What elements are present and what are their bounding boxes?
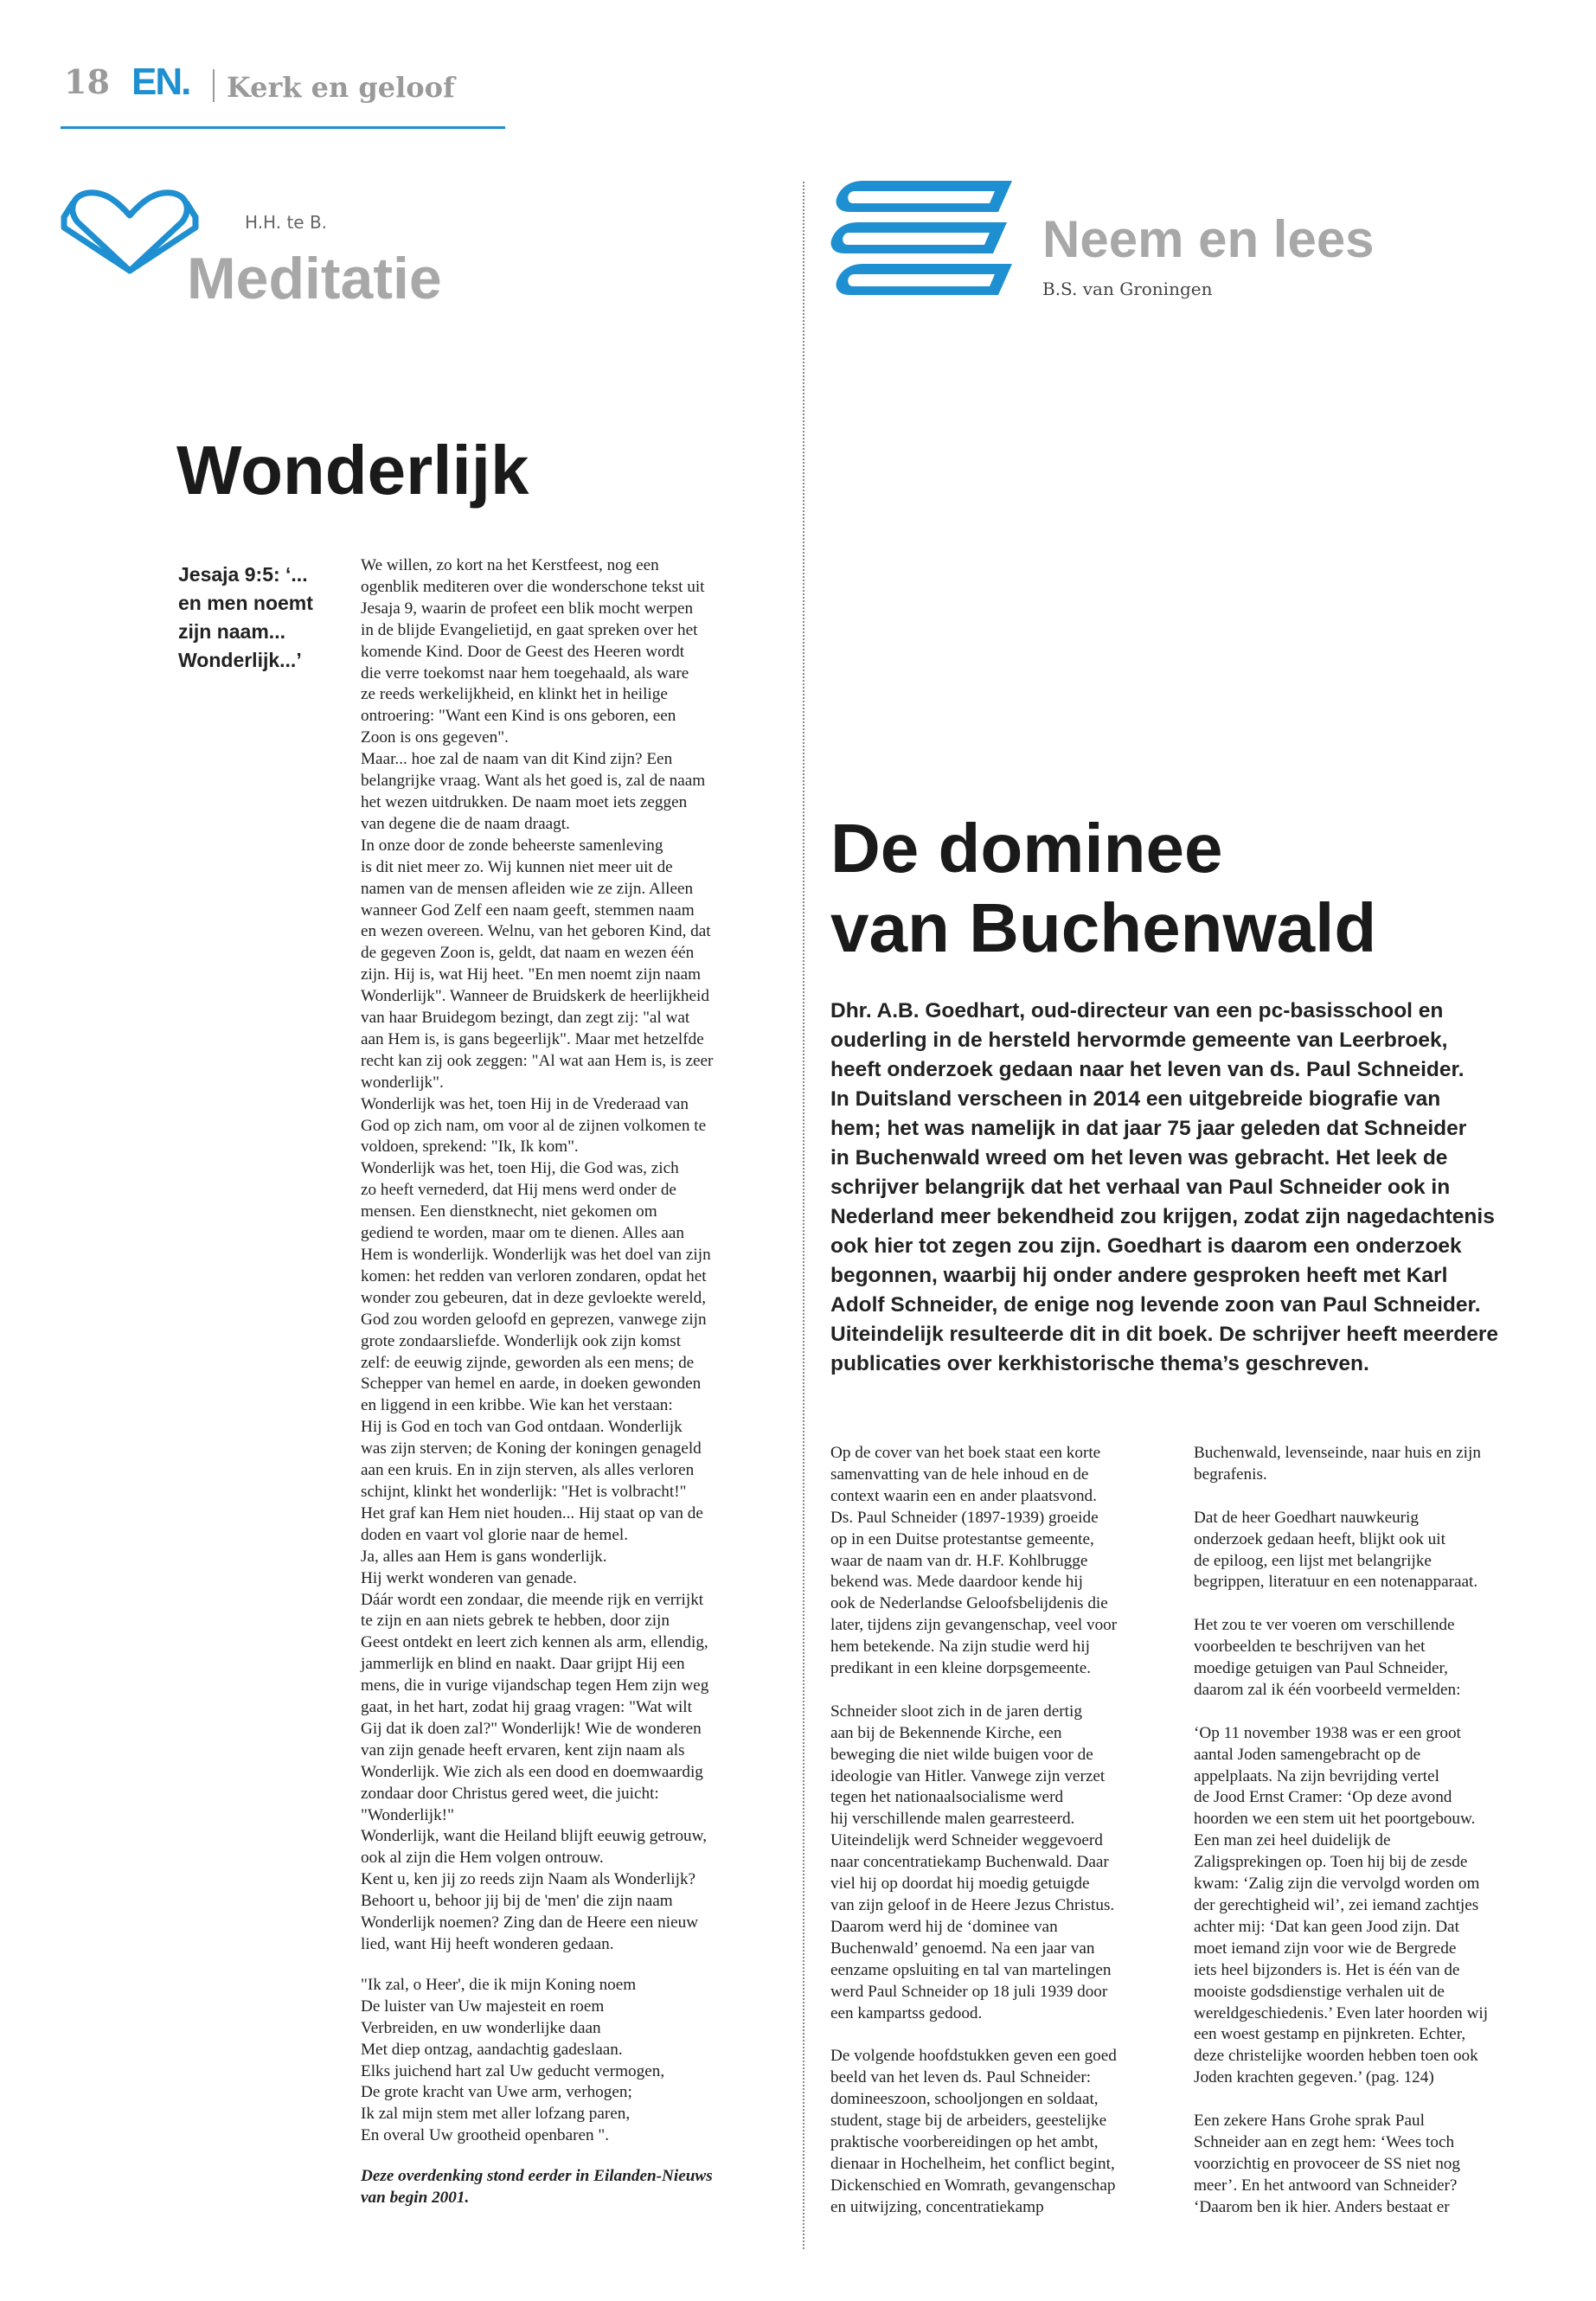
text-line: grote zondaarsliefde. Wonderlijk ook zijn komst [361, 1331, 682, 1350]
text-line: ‘Daarom ben ik hier. Anders bestaat er [1194, 2197, 1450, 2216]
text-line: Wonderlijk noemen? Zing dan de Heere een nieuw [361, 1913, 699, 1932]
text-line: Kent u, ken jij zo reeds zijn Naam als Wonderlijk? [361, 1870, 696, 1889]
text-line: van zijn geloof in de Heere Jezus Christus. [830, 1896, 1115, 1915]
review-intro [830, 997, 1548, 1379]
text-line: Joden krachten gegeven.’ (pag. 124) [1194, 2068, 1434, 2087]
text-line: Zoon is ons gegeven". [361, 728, 509, 747]
scripture-line: Jesaja 9:5: ‘... [178, 563, 308, 586]
text-line: komende Kind. Door de Geest des Heeren wordt [361, 642, 685, 661]
meditatie-heading: Meditatie [187, 246, 442, 311]
text-line: Daarom werd hij de ‘dominee van [830, 1917, 1058, 1936]
column-divider [803, 182, 804, 2249]
text-line: Gij dat ik doen zal?" Wonderlijk! Wie de wonderen [361, 1719, 702, 1738]
text-line: moedige getuigen van Paul Schneider, [1194, 1659, 1448, 1678]
intro-line: Nederland meer bekendheid zou krijgen, zodat zijn nagedachtenis [830, 1205, 1495, 1228]
text-line: begrafenis. [1194, 1465, 1267, 1484]
text-line: wonder zou gebeuren, dat in deze gevloekte wereld, [361, 1288, 707, 1307]
text-line: voldoen, sprekend: "Ik, Ik kom". [361, 1138, 579, 1157]
source-note [361, 2166, 779, 2209]
poem-line: Ik zal mijn stem met aller lofzang paren, [361, 2105, 631, 2124]
review-paragraph [1194, 1508, 1535, 1594]
text-line: hoorden we een stem uit het poortgebouw. [1194, 1810, 1476, 1829]
text-line: namen van de mensen afleiden wie ze zijn. Alleen [361, 879, 694, 898]
text-line: Schneider sloot zich in de jaren dertig [830, 1702, 1082, 1721]
text-line: tegen het nationaalsocialisme werd [830, 1788, 1064, 1807]
poem-line: De grote kracht van Uwe arm, verhogen; [361, 2083, 632, 2102]
text-line: lied, want Hij heeft wonderen gedaan. [361, 1935, 614, 1953]
review-column-left [830, 1443, 1170, 2240]
text-line: Hij is God en toch van God ontdaan. Wonderlijk [361, 1418, 683, 1437]
poem-lines [361, 1975, 779, 2147]
text-line: eenzame opsluiting en tal van martelingen [830, 1960, 1112, 1979]
text-line: viel hij op doordat hij moedig getuigde [830, 1875, 1090, 1894]
text-line: We willen, zo kort na het Kerstfeest, nog een [361, 556, 659, 574]
meditation-body [361, 555, 779, 2209]
review-paragraph [1194, 1443, 1535, 1486]
intro-line: schrijver belangrijk dat het verhaal van Paul Schneider ook in [830, 1176, 1451, 1199]
text-line: "Wonderlijk!" [361, 1805, 454, 1824]
text-line: kwam: ‘Zalig zijn die vervolgd worden om [1194, 1875, 1480, 1894]
scripture-line: en men noemt [178, 592, 313, 614]
meditatie-author: H.H. te B. [245, 212, 328, 233]
text-line: van degene die de naam draagt. [361, 814, 570, 833]
text-line: Het graf kan Hem niet houden... Hij staat op van de [361, 1503, 703, 1522]
text-line: zijn. Hij is, wat Hij heet. "En men noemt zijn naam [361, 965, 702, 984]
text-line: Het zou te ver voeren om verschillende [1194, 1616, 1455, 1635]
review-author: B.S. van Groningen [1042, 279, 1213, 299]
text-line: gaat, in het hart, zodat hij graag vragen: "Wat wilt [361, 1698, 692, 1717]
article-title: Wonderlijk [176, 432, 529, 509]
meditation-text-lines [361, 555, 779, 1956]
intro-line: Dhr. A.B. Goedhart, oud-directeur van een pc-basisschool en [830, 999, 1444, 1022]
intro-line: ouderling in de hersteld hervormde gemeente van Leerbroek, [830, 1029, 1448, 1052]
text-line: moet iemand zijn voor wie de Bergrede [1194, 1939, 1457, 1958]
intro-line: Uiteindelijk resulteerde dit in dit boek. De schrijver heeft meerdere [830, 1323, 1499, 1346]
text-line: en wezen overeen. Welnu, van het geboren Kind, dat [361, 922, 711, 941]
text-line: was zijn sterven; de Koning der koningen genageld [361, 1439, 702, 1458]
intro-line: heeft onderzoek gedaan naar het leven van ds. Paul Schneider. [830, 1058, 1465, 1081]
text-line: Maar... hoe zal de naam van dit Kind zijn? Een [361, 750, 673, 769]
intro-line: in Buchenwald wreed om het leven was gebracht. Het leek de [830, 1146, 1448, 1170]
text-line: een woest gestamp en pijnkreten. Echter, [1194, 2025, 1466, 2044]
poem-line: Met diep ontzag, aandachtig gadeslaan. [361, 2040, 623, 2059]
text-line: God op zich nam, om voor al de zijnen volkomen te [361, 1116, 707, 1135]
intro-line: Adolf Schneider, de enige nog levende zoon van Paul Schneider. [830, 1293, 1481, 1317]
text-line: van zijn genade heeft ervaren, kent zijn naam als [361, 1740, 685, 1759]
text-line: In onze door de zonde beheerste samenleving [361, 836, 663, 855]
text-line: zondaar door Christus gered weet, die juicht: [361, 1784, 659, 1803]
brand-logo: EN. [131, 61, 190, 103]
text-line: waar de naam van dr. H.F. Kohlbrugge [830, 1551, 1088, 1570]
text-line: Buchenwald, levenseinde, naar huis en zijn [1194, 1444, 1481, 1462]
header-rule [61, 126, 505, 129]
text-line: Hij werkt wonderen van genade. [361, 1568, 577, 1587]
text-line: aan bij de Bekennende Kirche, een [830, 1723, 1062, 1742]
text-line: Behoort u, behoor jij bij de 'men' die zijn naam [361, 1892, 673, 1911]
text-line: samenvatting van de hele inhoud en de [830, 1465, 1089, 1484]
text-line: bekend was. Mede daardoor kende hij [830, 1573, 1083, 1592]
text-line: een kampartss gedood. [830, 2003, 983, 2022]
text-line: mens, die in vurige vijandschap tegen Hem zijn weg [361, 1676, 709, 1695]
review-paragraph [830, 1443, 1170, 1680]
heart-book-icon [61, 177, 199, 277]
review-paragraph [830, 2046, 1170, 2218]
text-line: Schepper van hemel en aarde, in doeken gewonden [361, 1375, 702, 1394]
text-line: ook de Nederlandse Geloofsbelijdenis die [830, 1594, 1108, 1613]
text-line: aan een kruis. En in zijn sterven, als alles verloren [361, 1461, 695, 1480]
text-line: praktische voorbereidingen op het ambt, [830, 2132, 1099, 2151]
text-line: gediend te worden, maar om te dienen. Alles aan [361, 1224, 685, 1243]
text-line: meer’. En het antwoord van Schneider? [1194, 2176, 1458, 2195]
text-line: mensen. Een dienstknecht, niet gekomen om [361, 1202, 657, 1221]
text-line: doden en vaart vol glorie naar de hemel. [361, 1525, 629, 1544]
text-line: Ja, alles aan Hem is gans wonderlijk. [361, 1547, 607, 1566]
text-line: die verre toekomst naar hem toegehaald, als ware [361, 663, 689, 683]
text-line: onderzoek gedaan heeft, blijkt ook uit [1194, 1529, 1445, 1548]
text-line: ‘Op 11 november 1938 was er een groot [1194, 1723, 1461, 1742]
text-line: hij verschillende malen gearresteerd. [830, 1810, 1075, 1829]
text-line: aan Hem is, is gans begeerlijk". Maar met hetzelfde [361, 1029, 704, 1048]
intro-line: In Duitsland verscheen in 2014 een uitgebreide biografie van [830, 1087, 1441, 1111]
text-line: belangrijke vraag. Want als het goed is, zal de naam [361, 772, 706, 791]
text-line: Wonderlijk was het, toen Hij, die God was, zich [361, 1159, 679, 1178]
text-line: ogenblik mediteren over die wonderschone tekst uit [361, 577, 705, 596]
text-line: Wonderlijk, want die Heiland blijft eeuwig getrouw, [361, 1827, 708, 1846]
review-heading: Neem en lees [1042, 210, 1375, 268]
review-paragraph [1194, 1615, 1535, 1702]
text-line: Wonderlijk". Wanneer de Bruidskerk de heerlijkheid [361, 987, 709, 1006]
text-line: wereldgeschiedenis.’ Even later hoorden wij [1194, 2003, 1489, 2022]
poem-line: En overal Uw grootheid openbaren ". [361, 2126, 610, 2145]
text-line: de gegeven Zoon is, geldt, dat naam en wezen één [361, 944, 695, 963]
text-line: hem betekende. Na zijn studie werd hij [830, 1638, 1090, 1657]
header-divider [213, 69, 215, 102]
text-line: het wezen uitdrukken. De naam moet iets zeggen [361, 792, 688, 811]
text-line: God zou worden geloofd en geprezen, vanwege zijn [361, 1310, 707, 1329]
text-line: zo heeft vernederd, dat Hij mens werd onder de [361, 1181, 676, 1200]
text-line: de epiloog, een lijst met belangrijke [1194, 1551, 1432, 1570]
text-line: Wonderlijk. Wie zich als een dood en doemwaardig [361, 1762, 703, 1781]
intro-line: ook hier tot zegen zou zijn. Goedhart is daarom een onderzoek [830, 1234, 1462, 1258]
text-line: werd Paul Schneider op 18 juli 1939 door [830, 1982, 1108, 2001]
text-line: predikant in een kleine dorpsgemeente. [830, 1659, 1092, 1678]
text-line: dienaar in Hochelheim, het conflict begint, [830, 2154, 1115, 2173]
text-line: in de blijde Evangelietijd, en gaat spreken over het [361, 620, 698, 639]
text-line: ideologie van Hitler. Vanwege zijn verzet [830, 1766, 1106, 1785]
text-line: jammerlijk en blind en naakt. Daar grijpt Hij een [361, 1655, 685, 1674]
text-line: de Jood Ernst Cramer: ‘Op deze avond [1194, 1788, 1452, 1807]
text-line: te zijn en aan niets gebrek te hebben, door zijn [361, 1612, 670, 1631]
text-line: ze reeds werkelijkheid, en klinkt het in heilige [361, 685, 668, 704]
text-line: De volgende hoofdstukken geven een goed [830, 2047, 1117, 2066]
text-line: Een man zei heel duidelijk de [1194, 1831, 1391, 1850]
text-line: appelplaats. Na zijn bevrijding vertel [1194, 1766, 1439, 1785]
intro-line: begonnen, waarbij hij onder andere gesproken heeft met Karl [830, 1264, 1448, 1287]
review-title [830, 809, 1376, 968]
text-line: deze christelijke woorden hebben toen ook [1194, 2047, 1478, 2066]
text-line: Dáár wordt een zondaar, die meende rijk en verrijkt [361, 1590, 704, 1609]
text-line: ook al zijn die Hem volgen ontrouw. [361, 1849, 604, 1868]
text-line: beeld van het leven ds. Paul Schneider: [830, 2068, 1092, 2087]
text-line: Jesaja 9, waarin de profeet een blik mocht werpen [361, 599, 694, 618]
text-line: Geest ontdekt en leert zich kennen als arm, ellendig, [361, 1633, 708, 1652]
review-paragraph [1194, 2111, 1535, 2219]
scripture-line: Wonderlijk...’ [178, 649, 302, 671]
text-line: Dat de heer Goedhart nauwkeurig [1194, 1508, 1419, 1527]
text-line: is dit niet meer zo. Wij kunnen niet meer uit de [361, 857, 673, 876]
review-column-right [1194, 1443, 1535, 2240]
intro-line: publicaties over kerkhistorische thema’s geschreven. [830, 1352, 1369, 1375]
text-line: context waarin een en ander plaatsvond. [830, 1486, 1097, 1505]
text-line: beweging die niet wilde buigen voor de [830, 1745, 1093, 1764]
paragraph-gap [361, 1956, 779, 1975]
review-title-line: De dominee [830, 810, 1223, 887]
text-line: van haar Bruidegom bezingt, dan zegt zij: "al wat [361, 1009, 690, 1028]
text-line: Zaligsprekingen op. Toen hij bij de zesde [1194, 1853, 1468, 1872]
text-line: student, stage bij de arbeiders, geestelijke [830, 2112, 1107, 2131]
text-line: Wonderlijk was het, toen Hij in de Vrederaad van [361, 1094, 689, 1113]
review-paragraph [1194, 1723, 1535, 2089]
text-line: domineeszoon, schooljongen en soldaat, [830, 2090, 1099, 2109]
poem-line: "Ik zal, o Heer', die ik mijn Koning noem [361, 1975, 637, 1994]
text-line: iets heel bijzonders is. Het is één van de [1194, 1960, 1460, 1979]
text-line: mooiste godsdienstige verhalen uit de [1194, 1982, 1445, 2001]
text-line: voorzichtig en provoceer de SS niet nog [1194, 2154, 1460, 2173]
text-line: zelf: de eeuwig zijnde, geworden als een mens; de [361, 1353, 695, 1372]
review-paragraph [830, 1702, 1170, 2025]
note-line: van begin 2001. [361, 2189, 470, 2208]
text-line: der gerechtigheid wil’, zei iemand zachtjes [1194, 1895, 1479, 1914]
scripture-line: zijn naam... [178, 620, 285, 643]
books-icon [829, 177, 1017, 309]
text-line: Dickenschied en Womrath, gevangenschap [830, 2176, 1116, 2195]
text-line: Hem is wonderlijk. Wonderlijk was het doel van zijn [361, 1246, 711, 1264]
text-line: op in een Duitse protestantse gemeente, [830, 1529, 1094, 1548]
text-line: en uitwijzing, concentratiekamp [830, 2197, 1044, 2216]
text-line: schijnt, klinkt het wonderlijk: "Het is volbracht!" [361, 1482, 687, 1501]
review-title-line: van Buchenwald [830, 889, 1377, 966]
text-line: voorbeelden te beschrijven van het [1194, 1638, 1426, 1657]
text-line: komen: het redden van verloren zondaren, opdat het [361, 1266, 707, 1285]
text-line: wanneer God Zelf een naam geeft, stemmen naam [361, 901, 695, 920]
text-line: naar concentratiekamp Buchenwald. Daar [830, 1853, 1109, 1872]
text-line: Uiteindelijk werd Schneider weggevoerd [830, 1831, 1103, 1850]
text-line: wonderlijk". [361, 1073, 444, 1092]
poem-line: Verbreiden, en uw wonderlijke daan [361, 2018, 601, 2037]
text-line: begrippen, literatuur en een notenapparaat. [1194, 1573, 1478, 1592]
text-line: Schneider aan en zegt hem: ‘Wees toch [1194, 2132, 1455, 2151]
page-number: 18 [64, 62, 110, 101]
text-line: Op de cover van het boek staat een korte [830, 1444, 1101, 1462]
note-line: Deze overdenking stond eerder in Eilanden-Nieuws [361, 2167, 713, 2186]
scripture-reference [178, 561, 351, 675]
text-line: Buchenwald’ genoemd. Na een jaar van [830, 1939, 1095, 1958]
intro-line: hem; het was namelijk in dat jaar 75 jaar geleden dat Schneider [830, 1117, 1467, 1140]
text-line: aantal Joden samengebracht op de [1194, 1745, 1421, 1764]
text-line: Een zekere Hans Grohe sprak Paul [1194, 2112, 1425, 2131]
poem-line: De luister van Uw majesteit en roem [361, 1997, 605, 2016]
text-line: achter mij: ‘Dat kan geen Jood zijn. Dat [1194, 1917, 1459, 1936]
section-title: Kerk en geloof [227, 71, 455, 104]
text-line: later, tijdens zijn gevangenschap, veel voor [830, 1616, 1118, 1635]
text-line: en liggend in een kribbe. Wie kan het verstaan: [361, 1396, 673, 1415]
text-line: daarom zal ik één voorbeeld vermelden: [1194, 1680, 1461, 1699]
text-line: Ds. Paul Schneider (1897-1939) groeide [830, 1508, 1099, 1527]
text-line: ontroering: "Want een Kind is ons geboren, een [361, 707, 676, 726]
text-line: recht kan zij ook zeggen: "Al wat aan Hem is, is zeer [361, 1051, 714, 1070]
poem-line: Elks juichend hart zal Uw geducht vermogen, [361, 2061, 665, 2080]
